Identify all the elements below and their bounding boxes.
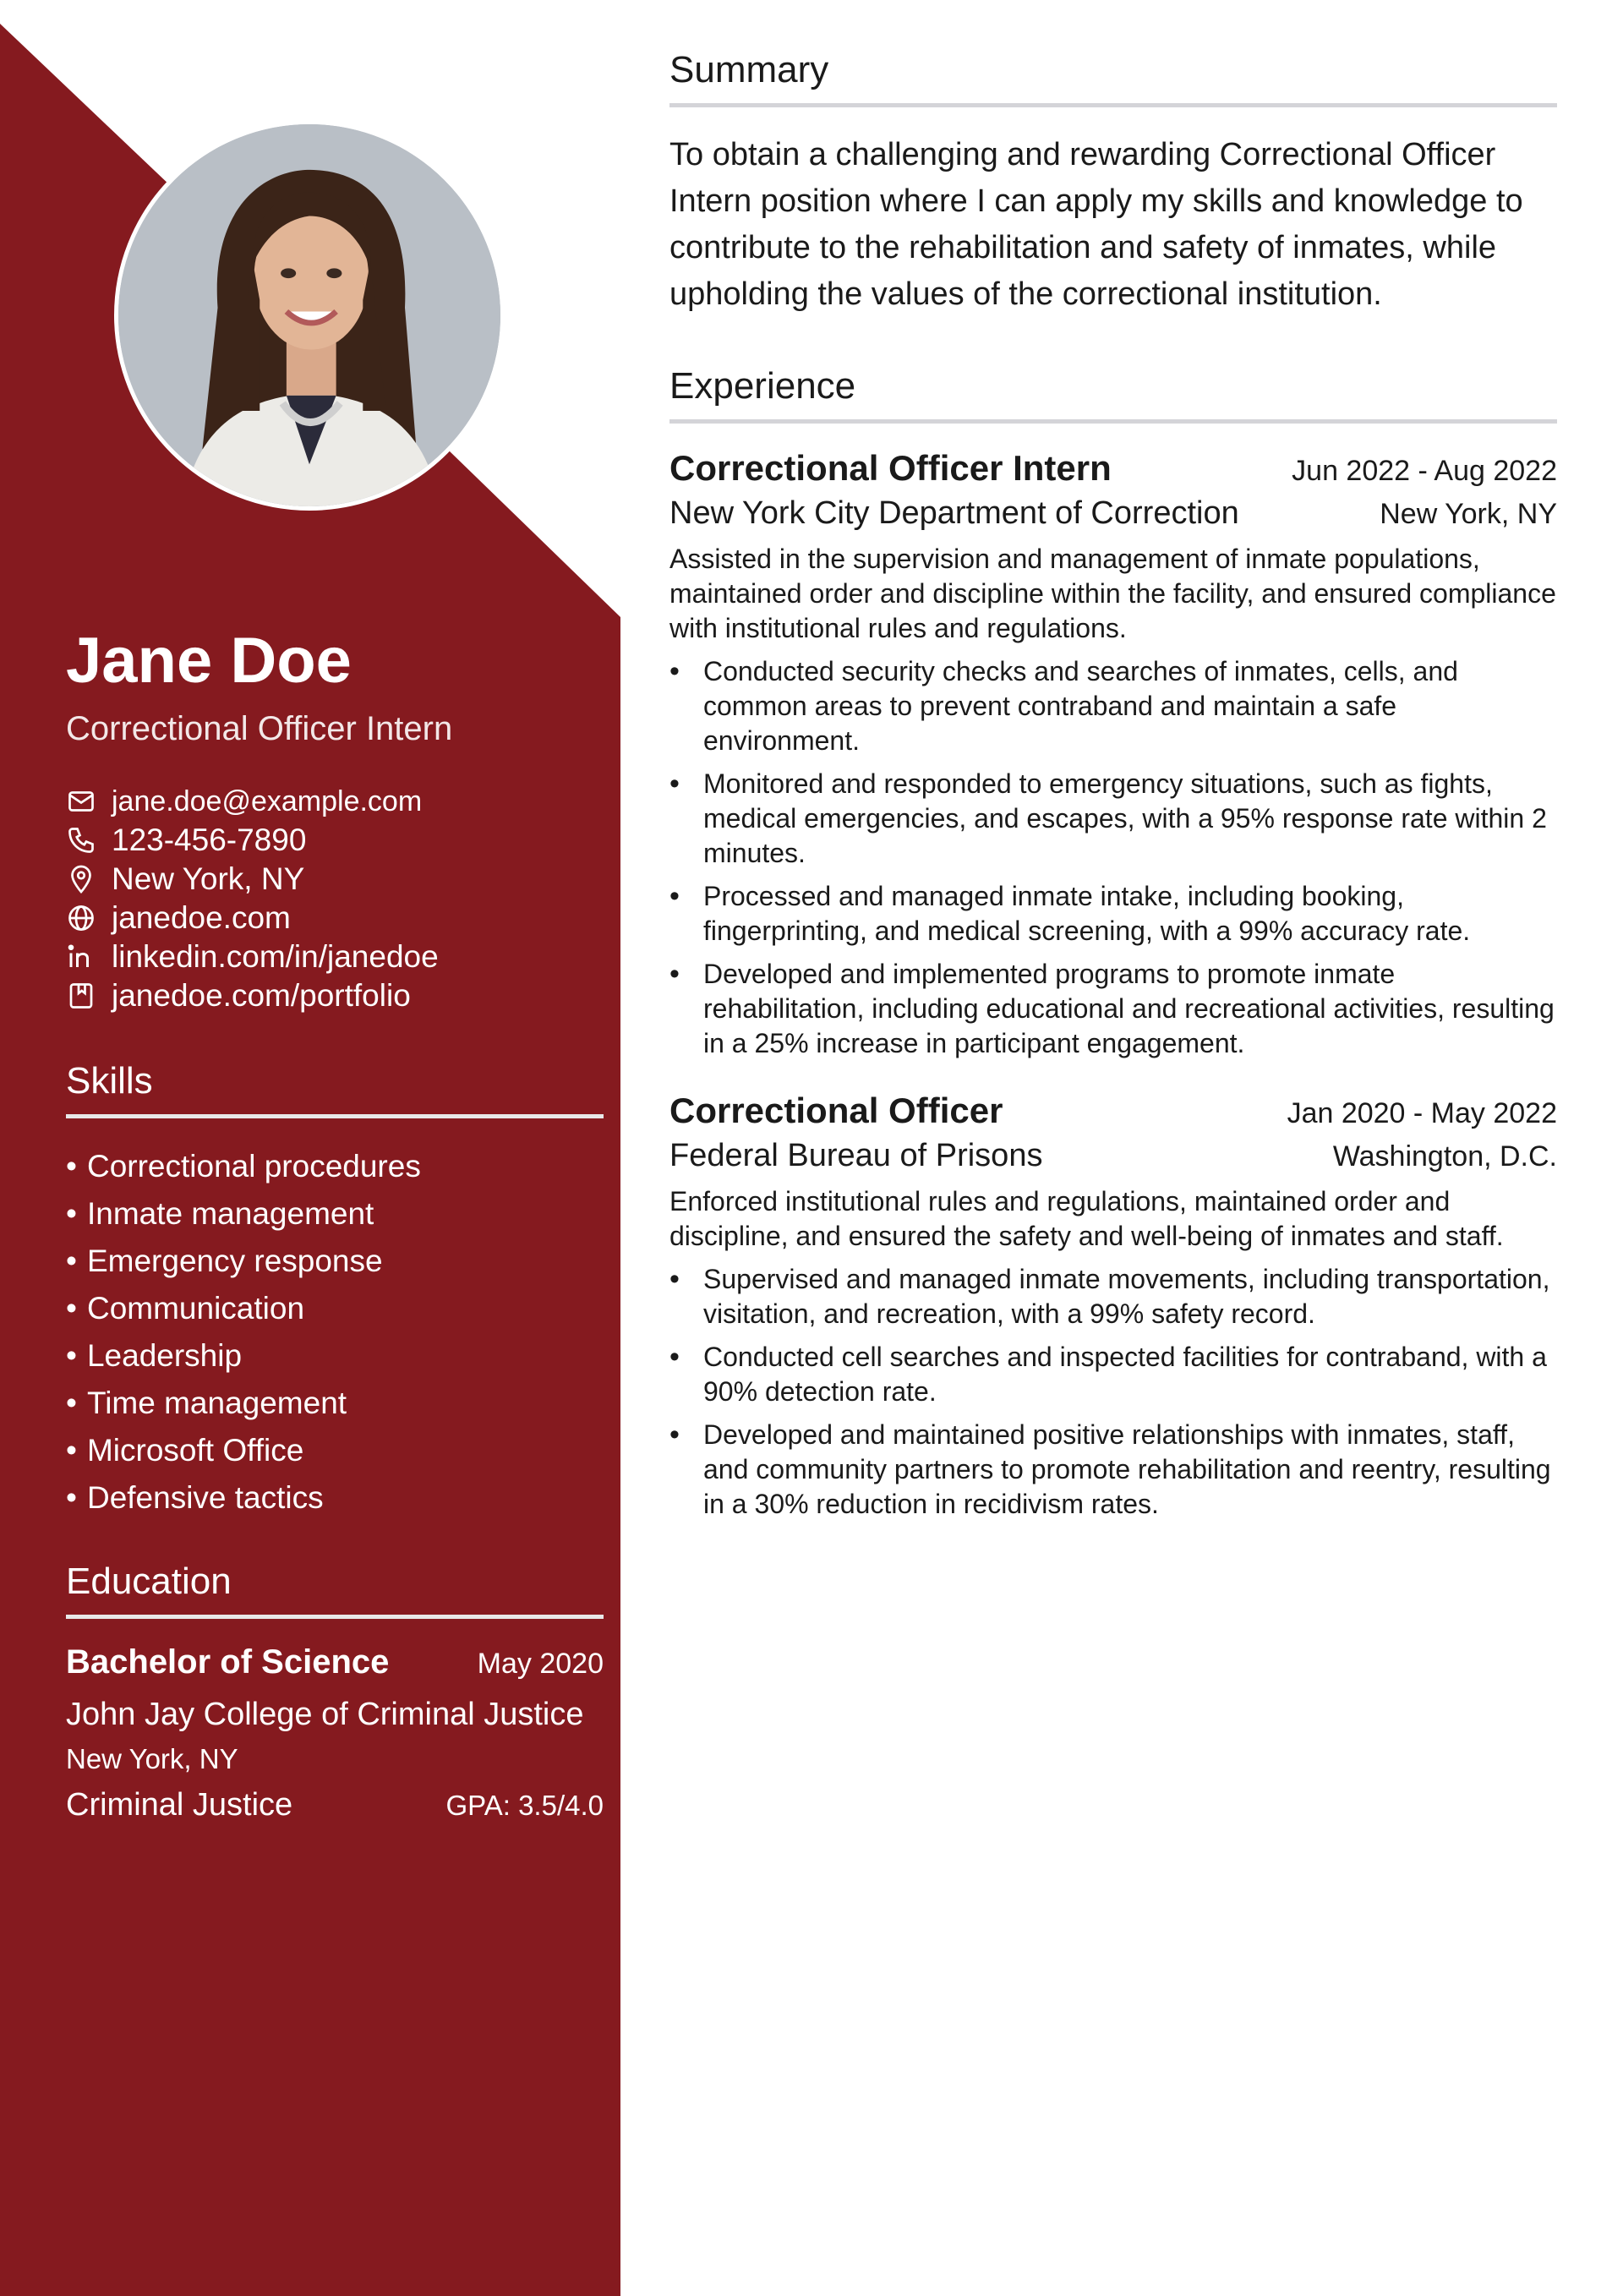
job-company: Federal Bureau of Prisons	[669, 1138, 1043, 1173]
contact-location-text: New York, NY	[112, 861, 305, 896]
skill-item: • Time management	[66, 1380, 604, 1427]
education-school: John Jay College of Criminal Justice	[66, 1697, 584, 1732]
job-location: Washington, D.C.	[1332, 1140, 1557, 1173]
contact-list	[66, 782, 439, 1015]
contact-portfolio[interactable]	[66, 976, 439, 1015]
phone-icon	[66, 825, 96, 856]
job-bullets	[669, 1262, 1557, 1522]
education-date: May 2020	[477, 1648, 604, 1680]
job-bullet: • Developed and implemented programs to promote inmate rehabilitation, including educational and recreational activities, resulting in a 25% increase in participant engagement.	[669, 957, 1557, 1061]
contact-website-text: janedoe.com	[112, 900, 291, 935]
education-location: New York, NY	[66, 1743, 238, 1774]
portrait-illustration	[118, 124, 500, 506]
candidate-title: Correctional Officer Intern	[66, 710, 453, 747]
mail-icon	[66, 786, 96, 817]
contact-linkedin-text: linkedin.com/in/janedoe	[112, 939, 439, 974]
skill-item: • Leadership	[66, 1332, 604, 1380]
skill-item: • Emergency response	[66, 1238, 604, 1285]
summary-heading: Summary	[669, 49, 1557, 107]
education-entry	[66, 1643, 604, 1823]
profile-photo	[114, 120, 505, 511]
job-dates: Jun 2022 - Aug 2022	[1292, 455, 1557, 487]
skills-heading: Skills	[66, 1060, 604, 1118]
experience-entry	[669, 1091, 1557, 1530]
contact-email-text: jane.doe@example.com	[112, 784, 423, 817]
job-description: Assisted in the supervision and management of inmate populations, maintained order and discipline within the facility, and ensured compliance with institutional rules and regulations.	[669, 544, 1556, 643]
job-title: Correctional Officer Intern	[669, 448, 1112, 488]
job-bullet: • Conducted security checks and searches of inmates, cells, and common areas to prevent contraband and maintain a safe environment.	[669, 654, 1557, 758]
contact-location	[66, 860, 439, 899]
contact-linkedin[interactable]	[66, 938, 439, 976]
contact-phone[interactable]	[66, 821, 439, 860]
skill-item: • Inmate management	[66, 1190, 604, 1238]
skill-item: • Defensive tactics	[66, 1474, 604, 1522]
experience-entry	[669, 448, 1557, 1069]
portfolio-icon	[66, 981, 96, 1011]
job-bullet: • Conducted cell searches and inspected facilities for contraband, with a 90% detection rate.	[669, 1340, 1557, 1409]
contact-phone-text: 123-456-7890	[112, 823, 307, 857]
job-description: Enforced institutional rules and regulations, maintained order and discipline, and ensured the safety and well-being of inmates and staff.	[669, 1186, 1504, 1251]
experience-heading: Experience	[669, 365, 1557, 424]
job-bullet: • Processed and managed inmate intake, including booking, fingerprinting, and medical screening, with a 99% accuracy rate.	[669, 879, 1557, 948]
job-bullet: • Supervised and managed inmate movements, including transportation, visitation, and recreation, with a 99% safety record.	[669, 1262, 1557, 1331]
job-bullets	[669, 654, 1557, 1061]
job-bullet: • Monitored and responded to emergency situations, such as fights, medical emergencies, and escapes, with a 95% response rate within 2 minutes.	[669, 767, 1557, 871]
skill-item: • Microsoft Office	[66, 1427, 604, 1474]
globe-icon	[66, 903, 96, 933]
job-dates: Jan 2020 - May 2022	[1287, 1097, 1557, 1129]
job-bullet: • Developed and maintained positive relationships with inmates, staff, and community partners to promote rehabilitation and reentry, resulting in a 30% reduction in recidivism rates.	[669, 1418, 1557, 1522]
education-degree: Bachelor of Science	[66, 1643, 390, 1681]
skill-item: • Communication	[66, 1285, 604, 1332]
education-major: Criminal Justice	[66, 1787, 293, 1823]
contact-website[interactable]	[66, 899, 439, 938]
skills-list	[66, 1143, 604, 1522]
job-location: New York, NY	[1380, 498, 1557, 530]
summary-text: To obtain a challenging and rewarding Correctional Officer Intern position where I can apply my skills and knowledge to contribute to the rehabilitation and safety of inmates, while upholding the values of the correctional institution.	[669, 137, 1523, 312]
job-company: New York City Department of Correction	[669, 495, 1239, 531]
contact-email[interactable]	[66, 782, 439, 821]
location-pin-icon	[66, 864, 96, 894]
education-heading: Education	[66, 1561, 604, 1619]
contact-portfolio-text: janedoe.com/portfolio	[112, 978, 411, 1013]
candidate-name: Jane Doe	[66, 625, 352, 697]
job-title: Correctional Officer	[669, 1091, 1003, 1130]
linkedin-icon	[66, 942, 96, 972]
education-gpa: GPA: 3.5/4.0	[445, 1790, 604, 1821]
skill-item: • Correctional procedures	[66, 1143, 604, 1190]
